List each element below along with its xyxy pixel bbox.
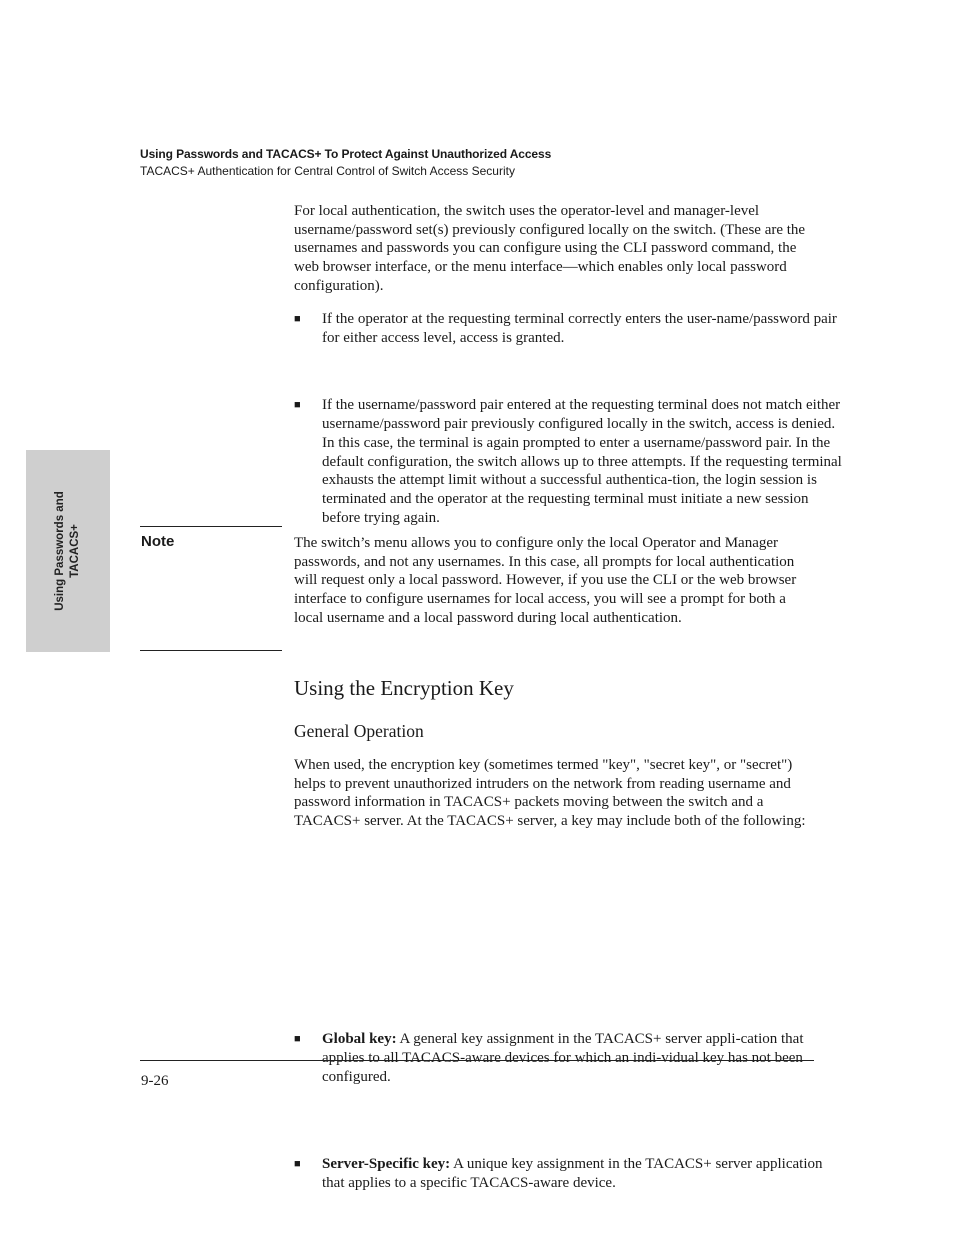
- bullet-square-icon: ■: [294, 1158, 301, 1171]
- note-top-rule: [140, 526, 282, 527]
- subsection-heading: General Operation: [294, 721, 424, 741]
- bullet-text: A general key assignment in the TACACS+ server appli-cation that applies to all TACACS-aware devices for which an indi-vidual key has not been configured.: [322, 1031, 804, 1085]
- section-heading: Using the Encryption Key: [294, 676, 514, 700]
- bullet-text: A unique key assignment in the TACACS+ server application that applies to a specific TACACS-aware device.: [322, 1156, 823, 1192]
- bullet-square-icon: ■: [294, 399, 301, 412]
- side-tab-line-2: TACACS+: [69, 524, 81, 578]
- intro-paragraph: For local authentication, the switch uses the operator-level and manager-level username/password set(s) previously configured locally on the switch. (These are the usernames and passwords you can configure using the CLI password command, the web browser interface, or the menu interface—which enables only local password configuration).: [294, 203, 806, 294]
- bullet-text: If the operator at the requesting terminal correctly enters the user-name/password pair for either access level, access is granted.: [322, 311, 837, 346]
- bullet-square-icon: ■: [294, 1033, 301, 1046]
- bullet-term: Global key:: [322, 1031, 397, 1048]
- encryption-paragraph: When used, the encryption key (sometimes termed "key", "secret key", or "secret") helps to prevent unauthorized intruders on the network from reading username and password information in TACACS+ packets moving between the switch and a TACACS+ server. At the TACACS+ server, a key may include both of the following:: [294, 757, 806, 830]
- page-number: 9-26: [141, 1073, 169, 1089]
- list-item: [294, 1030, 842, 1086]
- note-label: Note: [141, 533, 175, 550]
- running-header-title: Using Passwords and TACACS+ To Protect Against Unauthorized Access: [140, 147, 552, 161]
- note-block: [294, 534, 814, 628]
- chapter-side-tab: [26, 450, 110, 652]
- note-bottom-rule: [140, 650, 282, 651]
- bullet-term: Server-Specific key:: [322, 1156, 451, 1173]
- list-item: [294, 396, 842, 527]
- list-item: [294, 310, 842, 347]
- running-header-subtitle: TACACS+ Authentication for Central Control of Switch Access Security: [140, 164, 515, 178]
- footer-rule: [140, 1060, 814, 1061]
- chapter-side-tab-label: [53, 461, 83, 641]
- intro-block: [294, 202, 814, 296]
- bullet-text: If the username/password pair entered at the requesting terminal does not match either username/password pair previously configured locally in the switch, access is denied. In this case, the terminal is again prompted to enter a username/password pair. In the default configuration, the switch allows up to three attempts. If the requesting terminal exhausts the attempt limit without a successful authentica-tion, the login session is terminated and the operator at the requesting terminal must initiate a new session before trying again.: [322, 397, 842, 526]
- encryption-block: [294, 756, 814, 831]
- note-text: The switch’s menu allows you to configure only the local Operator and Manager passwords, and not any usernames. In this case, all prompts for local authentication will request only a local password. However, if you use the CLI or the web browser interface to configure usernames for local access, you will see a prompt for both a local username and a local password during local authentication.: [294, 535, 797, 626]
- bullet-square-icon: ■: [294, 313, 301, 325]
- side-tab-line-1: Using Passwords and: [54, 491, 66, 611]
- list-item: [294, 1155, 842, 1192]
